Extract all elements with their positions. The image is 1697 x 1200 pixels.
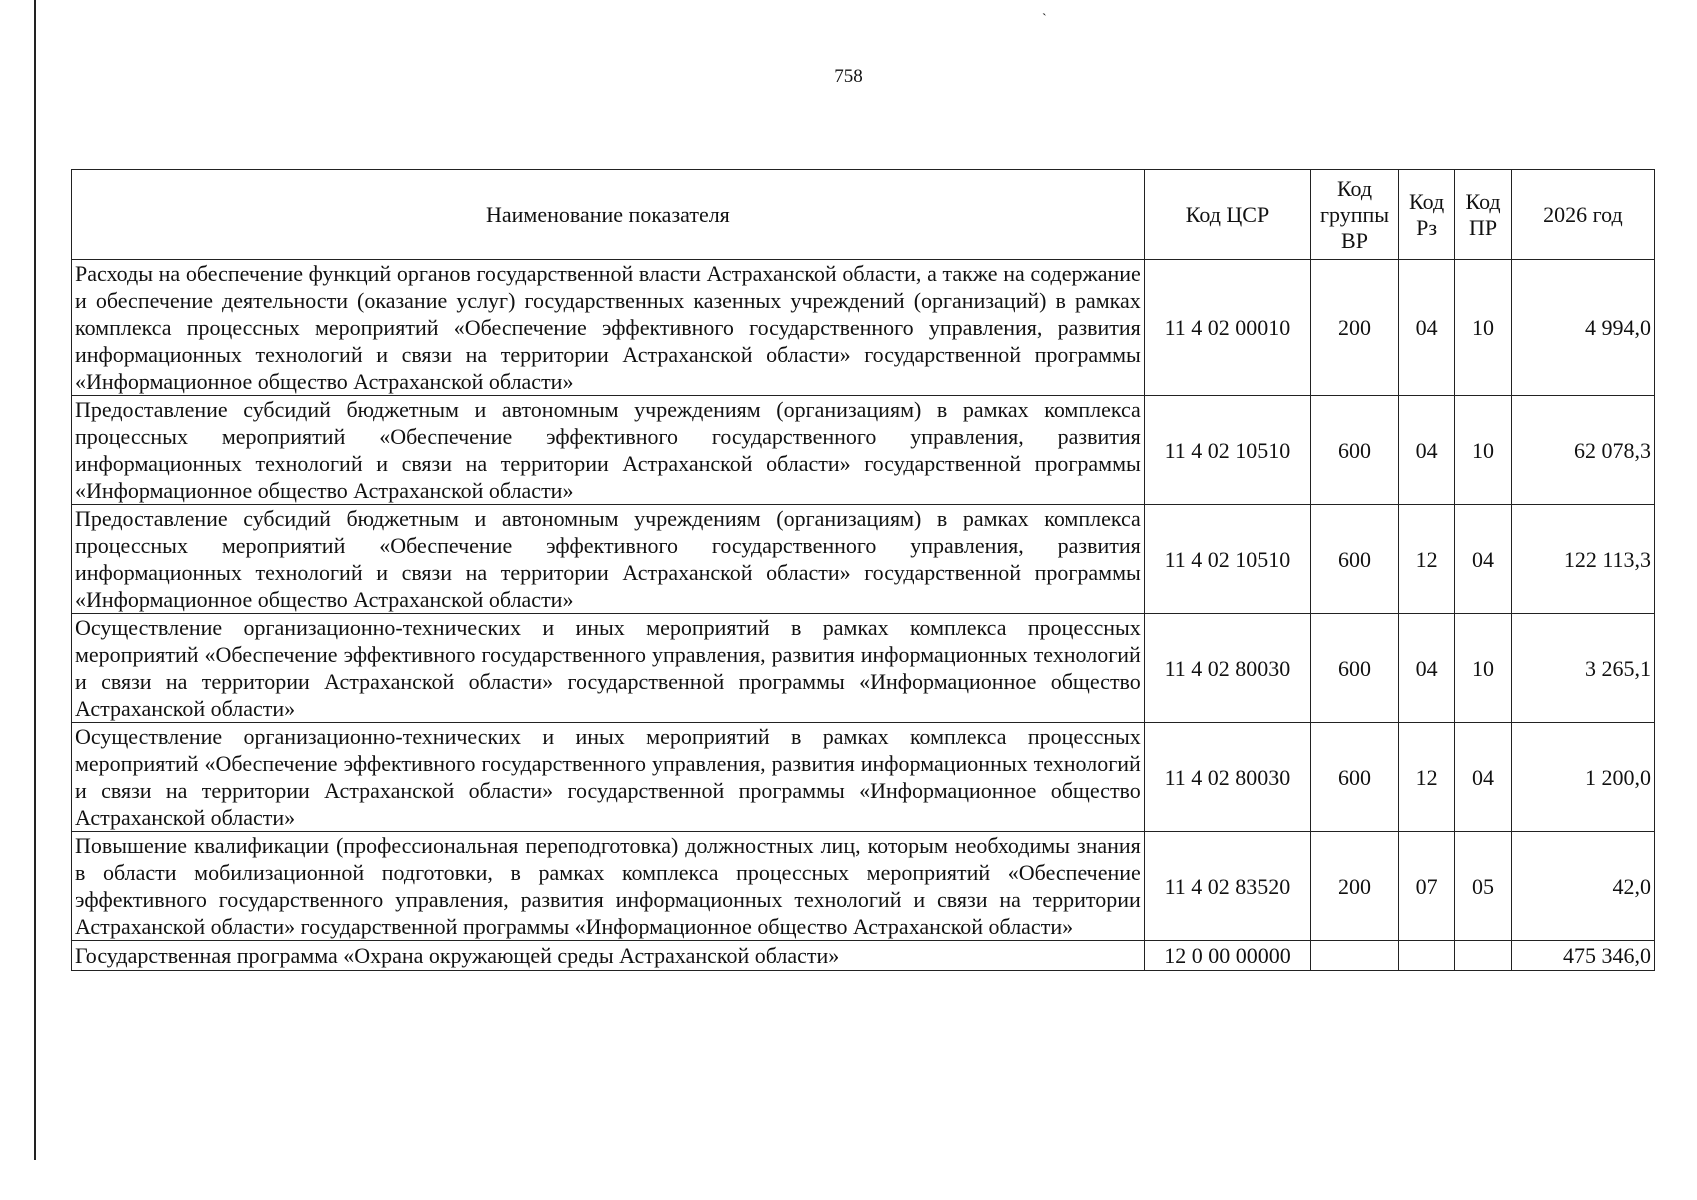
header-year: 2026 год <box>1511 170 1654 260</box>
header-vr: Код группы ВР <box>1311 170 1399 260</box>
row-csr: 11 4 02 83520 <box>1144 832 1310 941</box>
row-csr: 11 4 02 10510 <box>1144 396 1310 505</box>
row-name: Предоставление субсидий бюджетным и автономным учреждениям (организациям) в рамках комплекса процессных мероприятий «Обеспечение эффективного государственного управления, развития информационных технологий и связи на территории Астраханской области» государственной программы «Информационное общество Астраханской области» <box>72 505 1145 614</box>
row-amount: 42,0 <box>1511 832 1654 941</box>
row-amount: 475 346,0 <box>1511 941 1654 971</box>
row-rz: 07 <box>1398 832 1454 941</box>
row-rz <box>1398 941 1454 971</box>
table-row <box>72 396 1655 505</box>
row-csr: 11 4 02 10510 <box>1144 505 1310 614</box>
row-pr: 04 <box>1455 505 1511 614</box>
row-vr <box>1311 941 1399 971</box>
row-pr: 05 <box>1455 832 1511 941</box>
row-pr: 10 <box>1455 260 1511 396</box>
row-amount: 3 265,1 <box>1511 614 1654 723</box>
row-amount: 1 200,0 <box>1511 723 1654 832</box>
header-name: Наименование показателя <box>72 170 1145 260</box>
table-header-row <box>72 170 1655 260</box>
row-vr: 600 <box>1311 505 1399 614</box>
row-pr: 10 <box>1455 614 1511 723</box>
row-rz: 04 <box>1398 260 1454 396</box>
row-pr <box>1455 941 1511 971</box>
row-name: Предоставление субсидий бюджетным и автономным учреждениям (организациям) в рамках комплекса процессных мероприятий «Обеспечение эффективного государственного управления, развития информационных технологий и связи на территории Астраханской области» государственной программы «Информационное общество Астраханской области» <box>72 396 1145 505</box>
row-amount: 62 078,3 <box>1511 396 1654 505</box>
row-pr: 04 <box>1455 723 1511 832</box>
row-rz: 04 <box>1398 614 1454 723</box>
table-row <box>72 505 1655 614</box>
scan-speck: ˋ <box>1042 12 1047 27</box>
row-name: Повышение квалификации (профессиональная переподготовка) должностных лиц, которым необходимы знания в области мобилизационной подготовки, в рамках комплекса процессных мероприятий «Обеспечение эффективного государственного управления, развития информационных технологий и связи на территории Астраханской области» государственной программы «Информационное общество Астраханской области» <box>72 832 1145 941</box>
header-csr: Код ЦСР <box>1144 170 1310 260</box>
row-amount: 122 113,3 <box>1511 505 1654 614</box>
header-rz: Код Рз <box>1398 170 1454 260</box>
page-number: 758 <box>834 66 863 87</box>
row-rz: 12 <box>1398 723 1454 832</box>
left-margin-line <box>34 0 36 1160</box>
row-rz: 04 <box>1398 396 1454 505</box>
row-csr: 11 4 02 00010 <box>1144 260 1310 396</box>
row-vr: 200 <box>1311 832 1399 941</box>
row-vr: 600 <box>1311 723 1399 832</box>
row-name: Осуществление организационно-технических и иных мероприятий в рамках комплекса процессных мероприятий «Обеспечение эффективного государственного управления, развития информационных технологий и связи на территории Астраханской области» государственной программы «Информационное общество Астраханской области» <box>72 723 1145 832</box>
row-vr: 200 <box>1311 260 1399 396</box>
table-row <box>72 832 1655 941</box>
row-vr: 600 <box>1311 614 1399 723</box>
row-rz: 12 <box>1398 505 1454 614</box>
row-name: Расходы на обеспечение функций органов государственной власти Астраханской области, а также на содержание и обеспечение деятельности (оказание услуг) государственных казенных учреждений (организаций) в рамках комплекса процессных мероприятий «Обеспечение эффективного государственного управления, развития информационных технологий и связи на территории Астраханской области» государственной программы «Информационное общество Астраханской области» <box>72 260 1145 396</box>
row-name: Осуществление организационно-технических и иных мероприятий в рамках комплекса процессных мероприятий «Обеспечение эффективного государственного управления, развития информационных технологий и связи на территории Астраханской области» государственной программы «Информационное общество Астраханской области» <box>72 614 1145 723</box>
row-amount: 4 994,0 <box>1511 260 1654 396</box>
table-row <box>72 614 1655 723</box>
row-pr: 10 <box>1455 396 1511 505</box>
row-csr: 12 0 00 00000 <box>1144 941 1310 971</box>
row-vr: 600 <box>1311 396 1399 505</box>
table-row <box>72 723 1655 832</box>
table-row <box>72 260 1655 396</box>
header-pr: Код ПР <box>1455 170 1511 260</box>
row-name: Государственная программа «Охрана окружающей среды Астраханской области» <box>72 941 1145 971</box>
row-csr: 11 4 02 80030 <box>1144 723 1310 832</box>
table-row <box>72 941 1655 971</box>
budget-table <box>71 169 1655 971</box>
row-csr: 11 4 02 80030 <box>1144 614 1310 723</box>
